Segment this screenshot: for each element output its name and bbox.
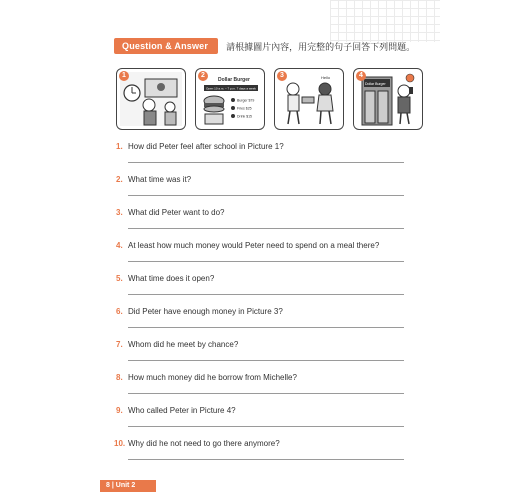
picture-number: 4 [356,71,366,81]
picture-3 [274,68,344,130]
answer-line[interactable] [128,228,404,229]
answer-line[interactable] [128,360,404,361]
question-number: 7. [116,340,123,349]
question-number: 5. [116,274,123,283]
footer-label: 8 | Unit 2 [106,482,136,489]
question-number: 4. [116,241,123,250]
menu-price-3: Drink $15 [237,114,252,119]
question-item [116,142,416,164]
right-margin [440,0,520,500]
menu-title: Dollar Burger [218,77,250,83]
section-badge: Question & Answer [114,38,218,54]
picture-number: 2 [198,71,208,81]
picture-1 [116,68,186,130]
page-footer [100,480,440,500]
question-number: 8. [116,373,123,382]
picture-number: 1 [119,71,129,81]
question-item [116,208,416,230]
question-text: Whom did he meet by chance? [128,340,239,349]
question-item [116,175,416,197]
question-number: 2. [116,175,123,184]
question-text: Why did he not need to go there anymore? [128,439,280,448]
page-number: 8 [106,482,110,489]
answer-line[interactable] [128,261,404,262]
unit-label: Unit 2 [115,482,136,489]
question-text: How much money did he borrow from Michelle? [128,373,297,382]
question-item [116,373,416,395]
answer-line[interactable] [128,327,404,328]
menu-subtitle: Open 10 a.m. – 7 p.m. 7 days a week [206,86,256,91]
answer-line[interactable] [128,195,404,196]
question-item [116,241,416,263]
question-text: Did Peter have enough money in Picture 3? [128,307,283,316]
question-number: 6. [116,307,123,316]
question-text: Who called Peter in Picture 4? [128,406,236,415]
answer-line[interactable] [128,162,404,163]
question-number: 10. [114,439,126,448]
question-number: 3. [116,208,123,217]
left-margin [0,0,100,500]
speech-label: Hello [321,75,331,80]
picture-2 [195,68,265,130]
question-text: What did Peter want to do? [128,208,225,217]
menu-price-1: Burger $79 [237,98,255,103]
question-item [116,340,416,362]
section-header [114,38,415,54]
picture-number: 3 [277,71,287,81]
answer-line[interactable] [128,426,404,427]
picture-strip [116,68,421,128]
question-text: At least how much money would Peter need to spend on a meal there? [128,241,380,250]
answer-line[interactable] [128,294,404,295]
answer-line[interactable] [128,393,404,394]
picture-4 [353,68,423,130]
question-number: 9. [116,406,123,415]
instruction-text: 請根據圖片內容，用完整的句子回答下列問題。 [226,42,416,53]
question-item [116,439,416,461]
question-item [116,307,416,329]
shop-sign: Dollar Burger [365,82,386,86]
question-text: How did Peter feel after school in Picture 1? [128,142,284,151]
worksheet-page [100,0,440,500]
question-item [116,274,416,296]
question-item [116,406,416,428]
question-text: What time does it open? [128,274,215,283]
question-number: 1. [116,142,123,151]
grid-decoration [330,0,440,42]
answer-line[interactable] [128,459,404,460]
question-text: What time was it? [128,175,192,184]
menu-price-2: Fries $25 [237,106,252,111]
